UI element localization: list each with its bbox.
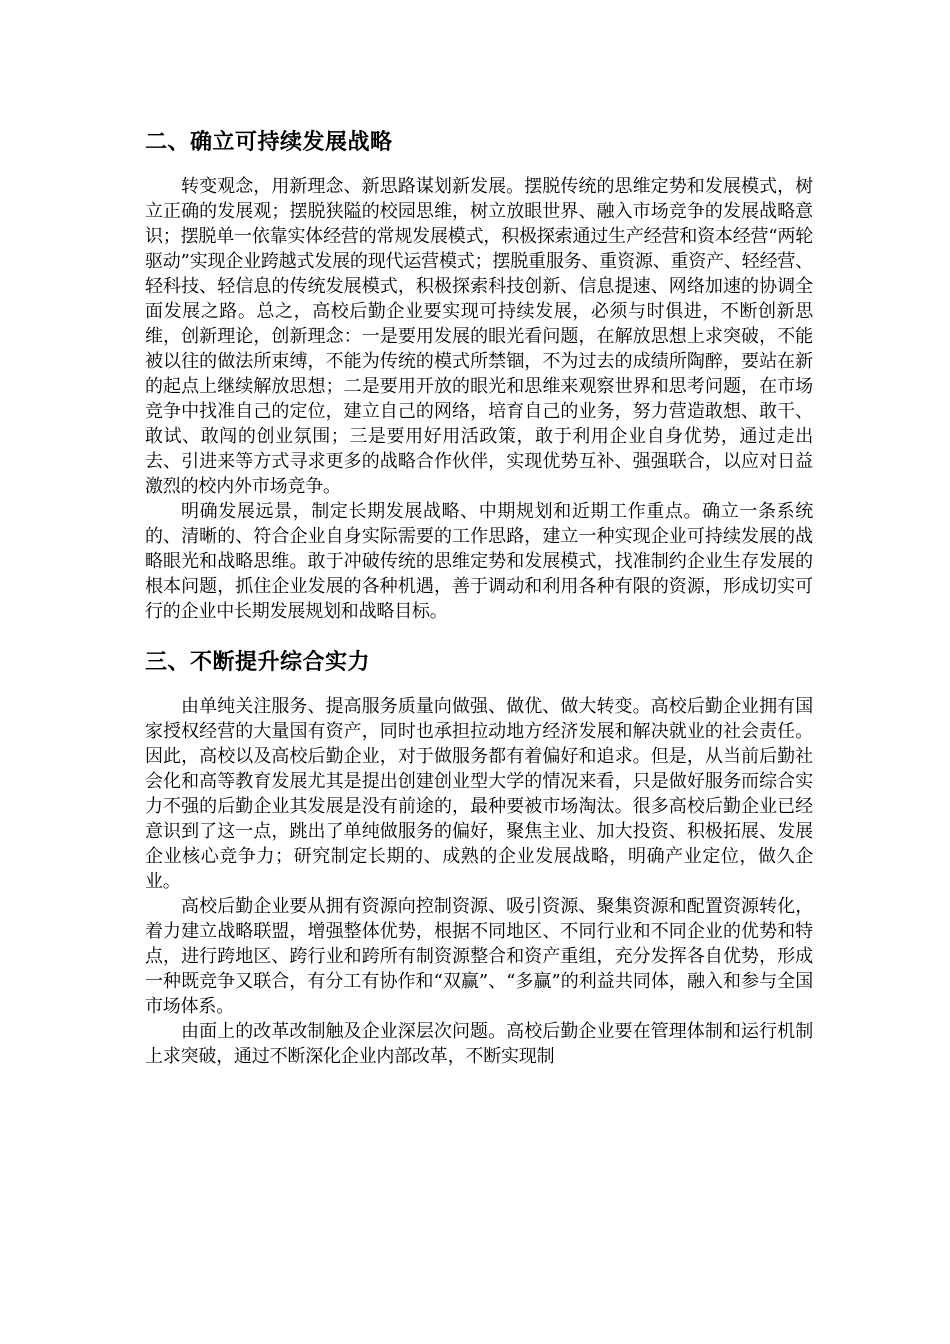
- paragraph-service-to-strength: 由单纯关注服务、提高服务质量向做强、做优、做大转变。高校后勤企业拥有国家授权经营的大量国有资产，同时也承担拉动地方经济发展和解决就业的社会责任。因此，高校以及高校后勤企业，对于做服务都有着偏好和追求。但是，从当前后勤社会化和高等教育发展尤其是提出创建创业型大学的情况来看，只是做好服务而综合实力不强的后勤企业其发展是没有前途的，最种要被市场淘汰。很多高校后勤企业已经意识到了这一点，跳出了单纯做服务的偏好，聚焦主业、加大投资、积极拓展、发展企业核心竞争力；研究制定长期的、成熟的企业发展战略，明确产业定位，做久企业。: [145, 696, 813, 892]
- paragraph-development-vision: 明确发展远景，制定长期发展战略、中期规划和近期工作重点。确立一条系统的、清晰的、符合企业自身实际需要的工作思路，建立一种实现企业可持续发展的战略眼光和战略思维。敢于冲破传统的思维定势和发展模式，找准制约企业生存发展的根本问题，抓住企业发展的各种机遇，善于调动和利用各种有限的资源，形成切实可行的企业中长期发展规划和战略目标。: [145, 501, 813, 622]
- document-page: [145, 128, 813, 1069]
- section-heading-strength: 三、不断提升综合实力: [145, 650, 371, 675]
- paragraph-resource-control: 高校后勤企业要从拥有资源向控制资源、吸引资源、聚集资源和配置资源转化，着力建立战略联盟，增强整体优势，根据不同地区、不同行业和不同企业的优势和特点，进行跨地区、跨行业和跨所有制资源整合和资产重组，充分发挥各自优势，形成一种既竞争又联合，有分工有协作和“双赢”、“多赢”的利益共同体，融入和参与全国市场体系。: [145, 896, 813, 1017]
- section-heading-strategy: 二、确立可持续发展战略: [145, 130, 393, 155]
- paragraph-change-concepts: 转变观念，用新理念、新思路谋划新发展。摆脱传统的思维定势和发展模式，树立正确的发展观；摆脱狭隘的校园思维，树立放眼世界、融入市场竞争的发展战略意识；摆脱单一依靠实体经营的常规发展模式，积极探索通过生产经营和资本经营“两轮驱动”实现企业跨越式发展的现代运营模式；摆脱重服务、重资源、重资产、轻经营、轻科技、轻信息的传统发展模式，积极探索科技创新、信息提速、网络加速的协调全面发展之路。总之，高校后勤企业要实现可持续发展，必须与时俱进，不断创新思维，创新理论，创新理念：一是要用发展的眼光看问题，在解放思想上求突破，不能被以往的做法所束缚，不能为传统的模式所禁锢，不为过去的成绩所陶醉，要站在新的起点上继续解放思想；二是要用开放的眼光和思维来观察世界和思考问题，在市场竞争中找准自己的定位，建立自己的网络，培育自己的业务，努力营造敢想、敢干、敢试、敢闯的创业氛围；三是要用好用活政策，敢于利用企业自身优势，通过走出去、引进来等方式寻求更多的战略合作伙伴，实现优势互补、强强联合，以应对日益激烈的校内外市场竞争。: [145, 176, 813, 497]
- paragraph-deep-reform: 由面上的改革改制触及企业深层次问题。高校后勤企业要在管理体制和运行机制上求突破，通过不断深化企业内部改革，不断实现制: [145, 1021, 813, 1067]
